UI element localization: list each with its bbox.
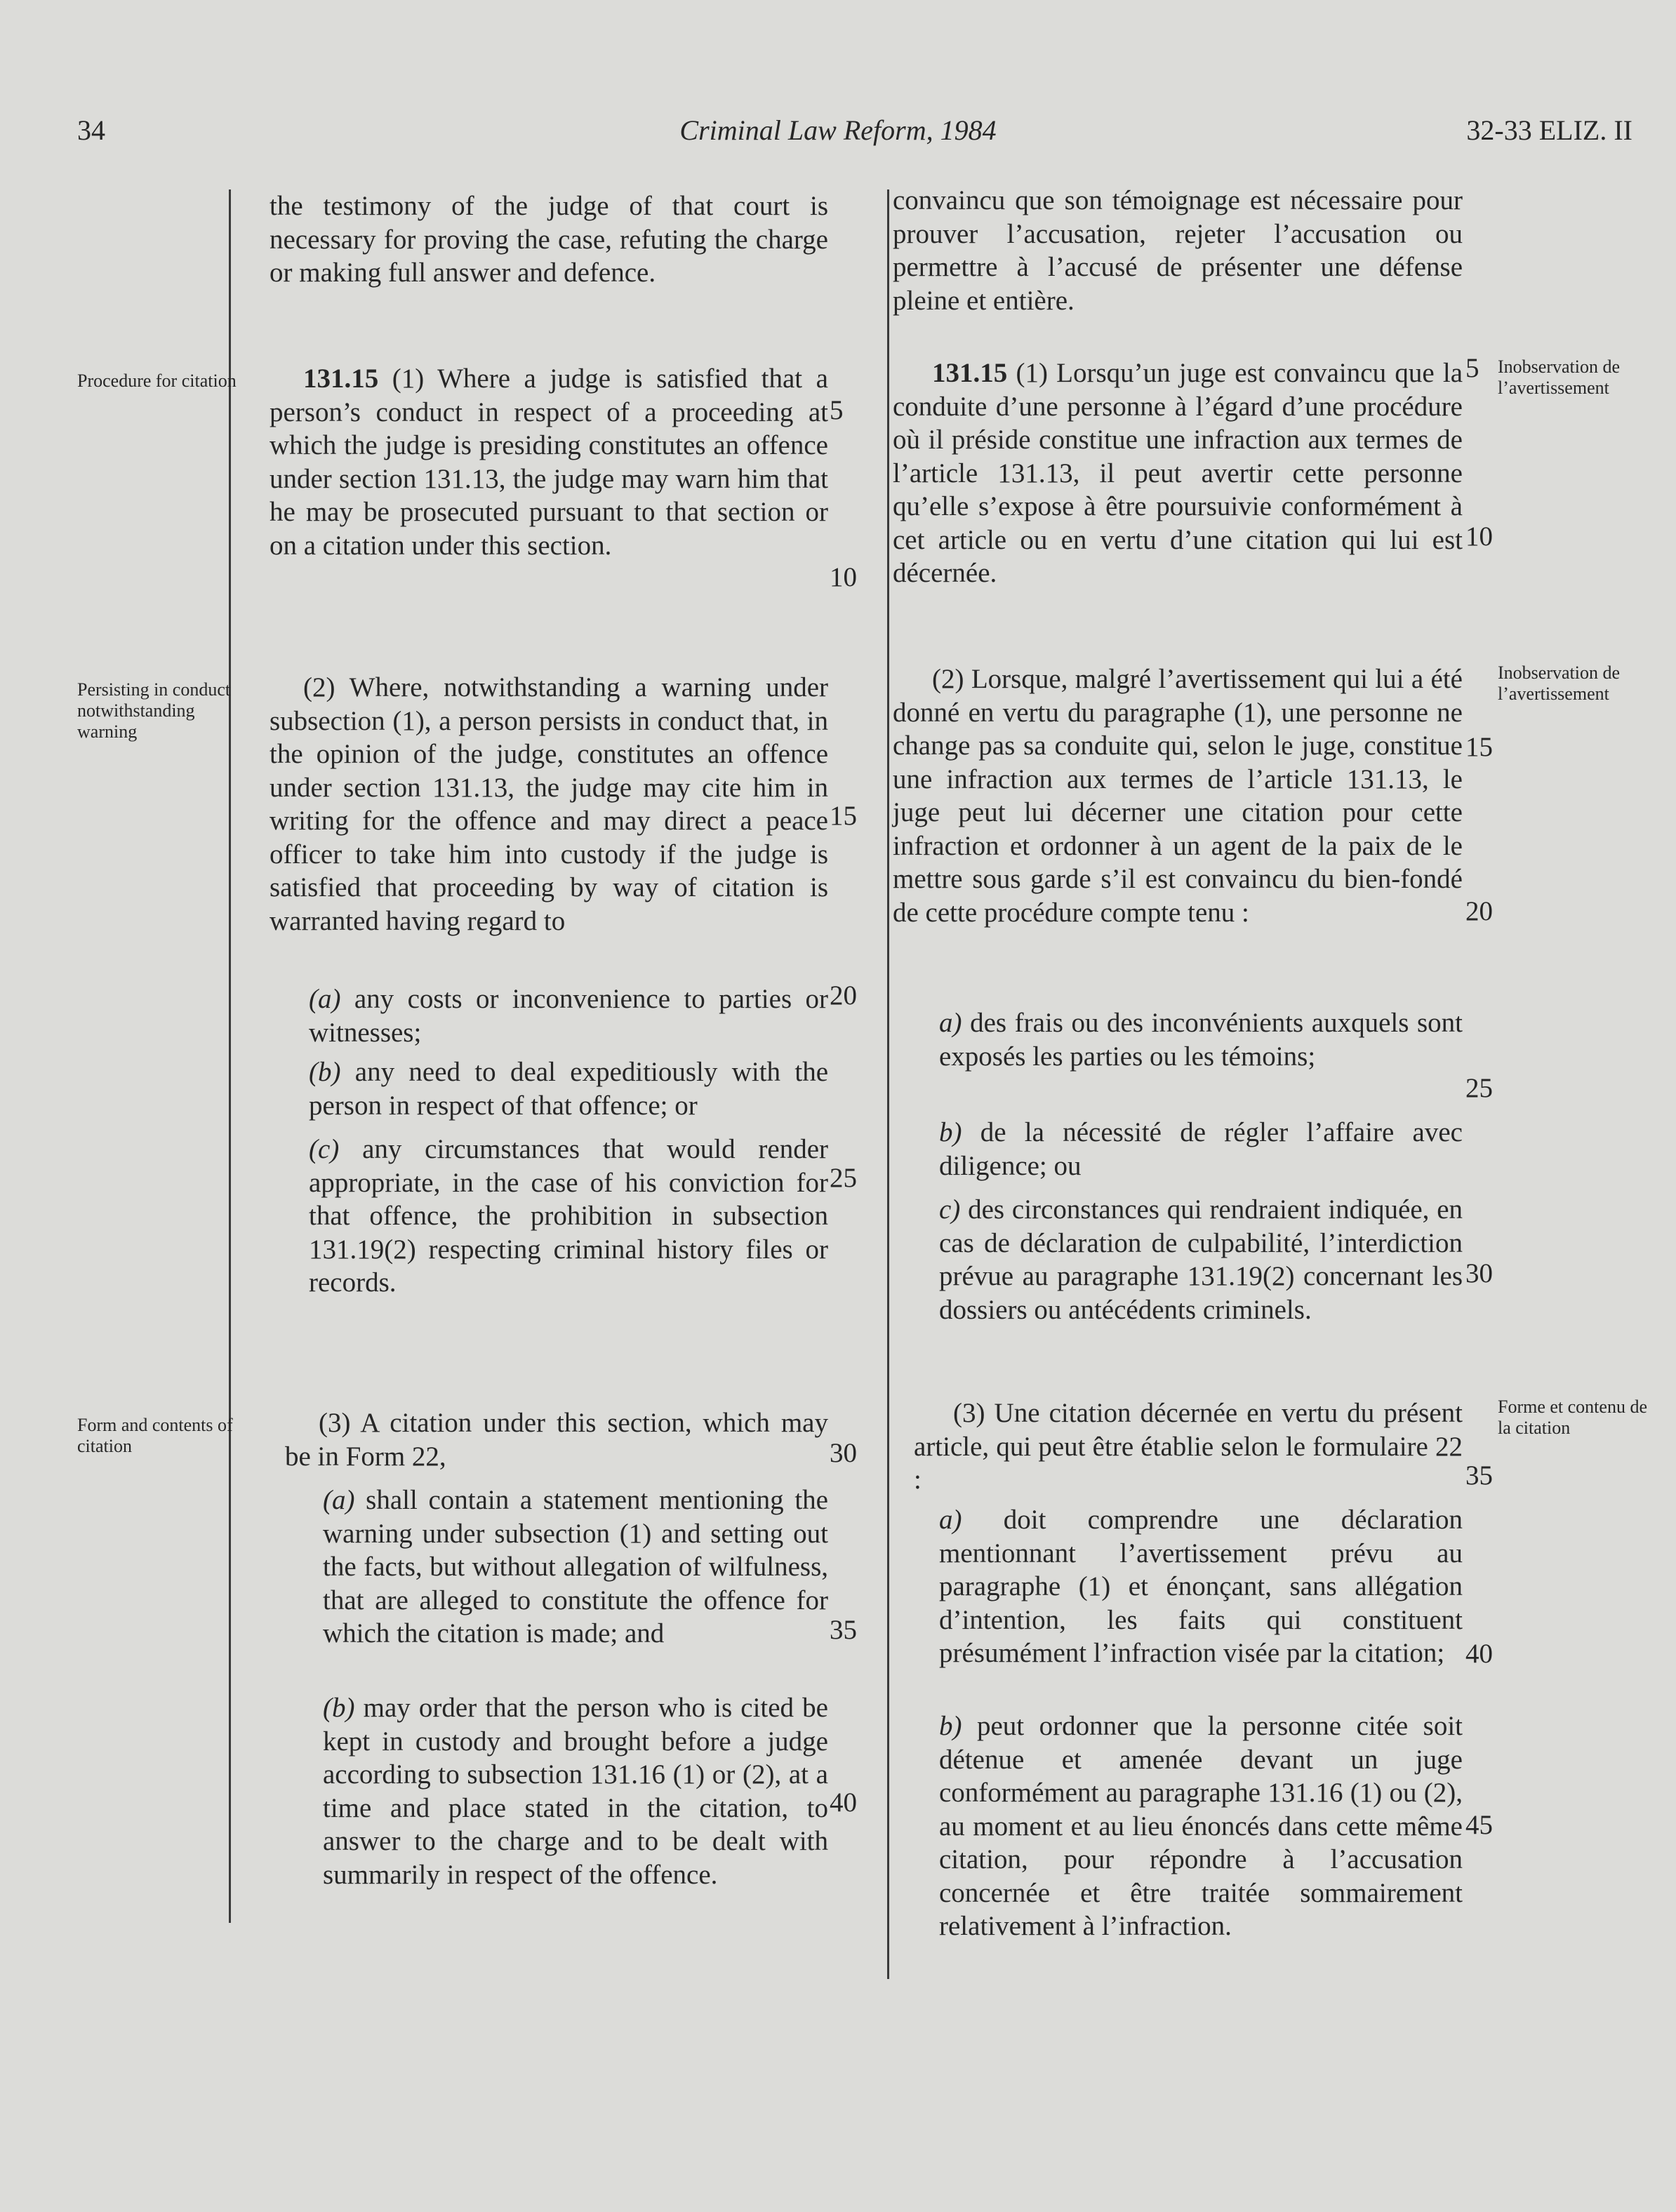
para-text: des circonstances qui rendraient indiquée, en cas de déclaration de culpabilité, l’interdiction prévue au paragraphe 131.19(2) concernant les dossiers ou antécédents criminels. (939, 1194, 1463, 1325)
english-section-1 (270, 362, 828, 562)
center-column-rule (887, 189, 889, 1979)
regnal-year: 32-33 ELIZ. II (1466, 114, 1632, 146)
line-number: 45 (1465, 1810, 1493, 1840)
line-number: 25 (830, 1163, 857, 1193)
section-text: (1) Where a judge is satisfied that a person’s conduct in respect of a proceeding at which the judge is presiding constitutes an offence under section 131.13, the judge may warn him that he may be prosecuted pursuant to that section or on a citation under this section. (270, 364, 828, 561)
line-number: 40 (1465, 1639, 1493, 1669)
english-para-b (309, 1055, 828, 1122)
section-text: (1) Lorsqu’un juge est convaincu que la conduite d’une personne à l’égard d’une procédure où il préside constitue une infraction aux termes de l’article 131.13, il peut avertir cette personne qu’elle s’expose à être poursuivie conformément à cet article ou en vertu d’une citation qui lui est décernée. (893, 358, 1463, 588)
running-title: Criminal Law Reform, 1984 (679, 114, 997, 146)
para-text: shall contain a statement mentioning the warning under subsection (1) and setting out the facts, but without allegation of wilfulness, that are alleged to constitute the offence for which the citation is made; and (323, 1485, 828, 1648)
margin-note-persisting: Persisting in conduct notwithstanding warning (77, 679, 231, 742)
english-intro: the testimony of the judge of that court is necessary for proving the case, refuting the charge or making full answer and defence. (270, 191, 828, 288)
line-number: 35 (1465, 1460, 1493, 1491)
para-text: any costs or inconvenience to parties or witnesses; (309, 984, 828, 1048)
para-label: c) (939, 1194, 961, 1225)
para-text: doit comprendre une déclaration mentionnant l’avertissement prévu au paragraphe (1) et énonçant, sans allégation d’intention, les faits qui constituent présumément l’infraction visée par la citation; (939, 1505, 1463, 1668)
line-number: 25 (1465, 1073, 1493, 1103)
line-number: 15 (1465, 732, 1493, 762)
para-text: de la nécessité de régler l’affaire avec diligence; ou (939, 1117, 1463, 1181)
french-intro: convaincu que son témoignage est nécessaire pour prouver l’accusation, rejeter l’accusation ou permettre à l’accusé de présenter une défense pleine et entière. (893, 185, 1463, 316)
para-text: any circumstances that would render appropriate, in the case of his conviction for that offence, the prohibition in subsection 131.19(2) respecting criminal history files or records. (309, 1134, 828, 1298)
para-text: peut ordonner que la personne citée soit détenue et amenée devant un juge conformément au paragraphe 131.16 (1) ou (2), au moment et au lieu énoncés dans cette même citation, pour répondre à l’accusation concernée et être traitée sommairement relativement à l’infraction. (939, 1711, 1463, 1941)
section-number: 131.15 (303, 364, 379, 394)
para-label: (c) (309, 1134, 340, 1164)
para-label: b) (939, 1117, 962, 1147)
french-section-2: (2) Lorsque, malgré l’avertissement qui lui a été donné en vertu du paragraphe (1), une personne ne change pas sa conduite qui, selon le juge, constitue une infraction aux termes de l’article 131.13, le juge peut lui décerner une citation pour cette infraction et ordonner à un agent de la paix de le mettre sous garde s’il est convaincu du bien-fondé de cette procédure compte tenu : (893, 664, 1463, 928)
french-section-3: (3) Une citation décernée en vertu du présent article, qui peut être établie selon le formulaire 22 : (914, 1398, 1463, 1495)
line-number: 35 (830, 1615, 857, 1645)
line-number: 5 (830, 395, 844, 425)
line-number: 10 (830, 562, 857, 592)
english-section-3: (3) A citation under this section, which may be in Form 22, (285, 1408, 828, 1472)
line-number: 10 (1465, 521, 1493, 552)
line-number: 30 (1465, 1258, 1493, 1288)
line-number: 20 (830, 980, 857, 1011)
para-text: may order that the person who is cited be kept in custody and brought before a judge according to subsection 131.16 (1) or (2), at a time and place stated in the citation, to answer to the charge and to be dealt with summarily in respect of the offence. (323, 1693, 828, 1890)
english-s3-para-a (323, 1484, 828, 1651)
margin-note-inobservation-1: Inobservation de l’avertissement (1498, 357, 1621, 398)
french-para-a (939, 1006, 1463, 1073)
para-label: (a) (309, 984, 341, 1014)
french-s3-para-b (939, 1710, 1463, 1943)
margin-note-form: Form and contents of citation (77, 1415, 233, 1456)
french-s3-para-a (939, 1503, 1463, 1670)
line-number: 15 (830, 801, 857, 831)
para-label: a) (939, 1008, 962, 1038)
line-number: 30 (830, 1438, 857, 1468)
line-number: 5 (1465, 353, 1479, 383)
left-column-rule (229, 189, 231, 1923)
line-number: 20 (1465, 896, 1493, 926)
para-label: a) (939, 1505, 962, 1535)
line-number: 40 (830, 1787, 857, 1818)
section-number: 131.15 (932, 358, 1008, 388)
margin-note-forme: Forme et contenu de la citation (1498, 1397, 1647, 1438)
para-label: (b) (323, 1693, 355, 1723)
para-label: (b) (309, 1057, 341, 1087)
page-number: 34 (77, 114, 105, 146)
para-text: des frais ou des inconvénients auxquels sont exposés les parties ou les témoins; (939, 1008, 1463, 1072)
para-label: (a) (323, 1485, 355, 1515)
english-s3-para-b (323, 1691, 828, 1891)
margin-note-inobservation-2: Inobservation de l’avertissement (1498, 662, 1621, 704)
french-para-b (939, 1116, 1463, 1182)
margin-note-procedure: Procedure for citation (77, 371, 237, 391)
english-para-a (309, 982, 828, 1049)
english-section-2: (2) Where, notwithstanding a warning under subsection (1), a person persists in conduct that, in the opinion of the judge, constitutes an offence under section 131.13, the judge may cite him in writing for the offence and may direct a peace officer to take him into custody if the judge is satisfied that proceeding by way of citation is warranted having regard to (270, 672, 828, 936)
para-label: b) (939, 1711, 962, 1741)
french-section-1 (893, 357, 1463, 590)
french-para-c (939, 1193, 1463, 1326)
english-para-c (309, 1133, 828, 1300)
para-text: any need to deal expeditiously with the person in respect of that offence; or (309, 1057, 828, 1121)
